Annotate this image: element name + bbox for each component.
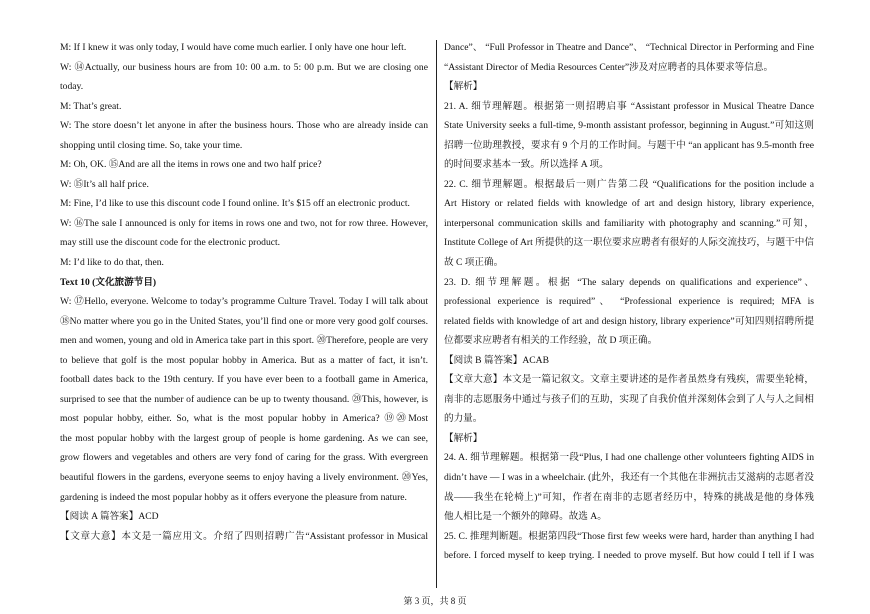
left-column-line: football dates back to the 19th century. If you have ever been to a football game in America, <box>60 374 428 386</box>
right-column-line: State University seeks a full-time, 9-month assistant professor, beginning in August.”可知这则 <box>444 120 814 132</box>
right-column-line: professional experience is required”、 “Professional experience is required; MFA is <box>444 296 814 308</box>
left-column-line: W: ⑮It’s all half price. <box>60 178 149 190</box>
left-column-line: shopping until closing time. So, take your time. <box>60 139 243 151</box>
right-column-line: related fields with knowledge of art and design history, library experience”可知四则招聘所提 <box>444 315 814 327</box>
right-column-line: 南非的志愿服务中通过与孩子们的互助，实现了自我价值并深刻体会到了人与人之间相 <box>444 393 814 405</box>
left-column-line: ⑱No matter where you go in the United States, you’ll find one or more very good golf courses. <box>60 315 428 327</box>
right-column-line: 位都要求应聘者有相关的工作经验，故 D 项正确。 <box>444 335 658 347</box>
right-column-line: 【解析】 <box>444 432 483 444</box>
left-column-line: most popular hobby, either. So, what is the most popular hobby in America? ⑲⑳Most <box>60 413 428 425</box>
right-column-line: 他人相比是一个额外的障碍。故选 A。 <box>444 511 607 523</box>
left-column-line: the most popular hobby with the largest group of people is home gardening. As we can see, <box>60 432 428 444</box>
left-column-line: M: If I knew it was only today, I would have come much earlier. I only have one hour left. <box>60 42 407 53</box>
right-column-line: Dance”、 “Full Professor in Theatre and Dance”、 “Technical Director in Performing and Fine <box>444 42 814 53</box>
right-column-line: interpersonal communication skills and familiarity with photography and scanning.”可知， <box>444 217 814 229</box>
right-column-line: 的力量。 <box>444 413 483 425</box>
page-footer: 第 3 页，共 8 页 <box>403 596 467 606</box>
left-column-line: gardening is indeed the most popular hobby as it offers everyone the pleasure from nature. <box>60 491 407 503</box>
left-column-line: W: ⑰Hello, everyone. Welcome to today’s programme Culture Travel. Today I will talk about <box>60 296 428 308</box>
right-column <box>444 38 814 566</box>
right-column-line: 25. C. 推理判断题。根据第四段“Those first few weeks were hard, harder than anything I had <box>444 530 814 542</box>
right-column-line: “Assistant Director of Media Resources Center”涉及对应聘者的具体要求等信息。 <box>444 61 774 73</box>
left-column-line: W: ⑯The sale I announced is only for items in rows one and two, not for row three. However, <box>60 217 428 229</box>
right-column-line: 24. A. 细节理解题。根据第一段“Plus, I had one challenge other volunteers fighting AIDS in <box>444 452 814 464</box>
right-column-line: 23. D. 细节理解题。根据 “The salary depends on qualifications and experience”、 <box>444 276 814 288</box>
left-column-line: may still use the discount code for the electronic product. <box>60 237 281 249</box>
right-column-line: 战——我坐在轮椅上)”可知，作者在南非的志愿者经历中，特殊的挑战是他的身体残 <box>444 491 814 503</box>
left-column-line: surprised to see that the number of audience can be up to twenty thousand. ⑳This, however, is <box>60 393 428 405</box>
right-column-line: 【文章大意】本文是一篇记叙文。文章主要讲述的是作者虽然身有残疾，需要坐轮椅， <box>444 374 814 386</box>
left-column-line: W: The store doesn’t let anyone in after the business hours. Those who are already inside can <box>60 120 428 132</box>
left-column-line: M: Fine, I’d like to use this discount code I found online. It’s $15 off an electronic product. <box>60 198 410 210</box>
left-column-line: to believe that golf is the most popular hobby in America. But as a matter of fact, it isn’t. <box>60 354 428 366</box>
right-column-line: didn’t have — I was in a wheelchair. (此外，我还有一个其他在非洲抗击艾滋病的志愿者没 <box>444 472 814 484</box>
left-column-line: M: Oh, OK. ⑮And are all the items in rows one and two half price? <box>60 159 322 171</box>
left-column-line: grow flowers and vegetables and others are very fond of caring for the grass. With evergreen <box>60 452 428 464</box>
left-column-line: M: That’s great. <box>60 100 122 112</box>
right-column-line: 21. A. 细节理解题。根据第一则招聘启事 “Assistant professor in Musical Theatre Dance <box>444 100 814 112</box>
right-column-line: Institute College of Art 所提供的这一职位要求应聘者有很好的人际交流技巧，与题干中信 <box>444 237 814 249</box>
right-column-line: 的时间要求基本一致。所以选择 A 项。 <box>444 159 609 171</box>
left-column-line: 【文章大意】本文是一篇应用文。介绍了四则招聘广告“Assistant professor in Musical <box>60 530 428 542</box>
left-column-line: 【阅读 A 篇答案】ACD <box>60 511 159 523</box>
right-column-line: 22. C. 细节理解题。根据最后一则广告第二段 “Qualifications for the position include a <box>444 178 814 190</box>
left-column-line: today. <box>60 81 84 93</box>
left-column <box>60 38 428 546</box>
right-column-line: 故 C 项正确。 <box>444 257 504 269</box>
right-column-line: before. I forced myself to keep trying. I needed to prove myself. But how could I tell if I was <box>444 550 814 562</box>
column-divider <box>436 40 437 588</box>
right-column-line: 招聘一位助理教授，要求有 9 个月的工作时间。与题干中 “an applicant has 9.5-month free <box>444 139 814 151</box>
left-column-line: M: I’d like to do that, then. <box>60 257 164 269</box>
left-column-line: W: ⑭Actually, our business hours are from 10: 00 a.m. to 5: 00 p.m. But we are closing one <box>60 61 428 73</box>
left-column-line: men and women, young and old in America take part in this sport. ⑳Therefore, people are very <box>60 335 428 347</box>
left-column-line: Text 10 (文化旅游节目) <box>60 276 157 288</box>
right-column-line: 【阅读 B 篇答案】ACAB <box>444 354 550 366</box>
right-column-line: Art History or related fields with knowledge of art and design history, library experience, <box>444 198 814 210</box>
left-column-line: beautiful flowers in the gardens, everyone seems to enjoy having a lively environment. ⑳Yes, <box>60 472 428 484</box>
right-column-line: 【解析】 <box>444 81 483 93</box>
